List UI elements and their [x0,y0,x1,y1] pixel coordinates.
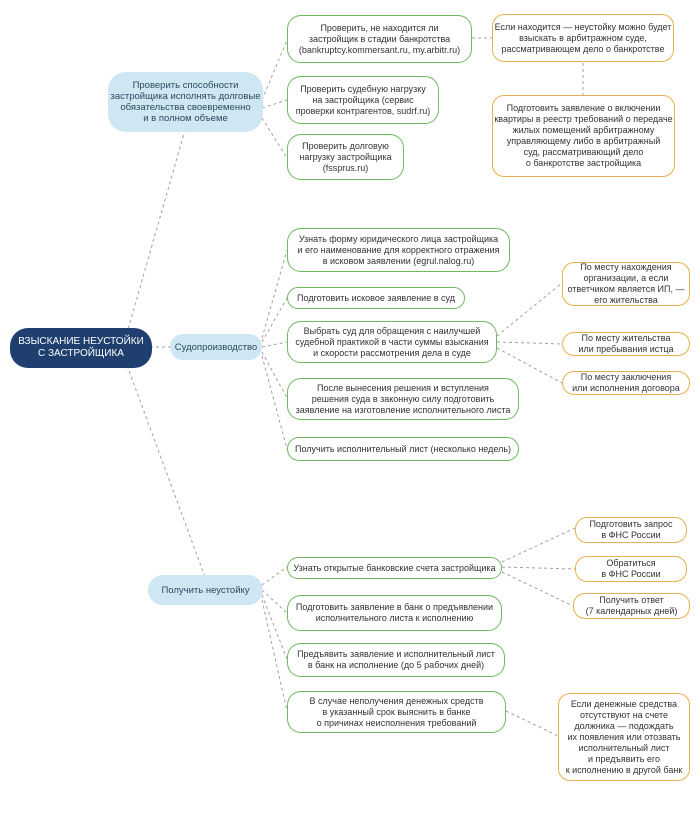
check-debt-load: Проверить долговую нагрузку застройщика (fssprus.ru) [287,134,404,180]
court-choose-court: Выбрать суд для обращения с наилучшей судебной практикой в части суммы взыскания и скорости рассмотрения дела в суде [287,321,497,363]
court-option-contract: По месту заключения или исполнения договора [562,371,690,395]
court-after-decision: После вынесения решения и вступления решения суда в законную силу подготовить заявление на изготовление исполнительного листа [287,378,519,420]
receive-if-no-funds: В случае неполучения денежных средств в указанный срок выяснить в банке о причинах неисполнения требований [287,691,506,733]
receive-prepare-application: Подготовить заявление в банк о предъявлении исполнительного листа к исполнению [287,595,502,631]
check-court-load: Проверить судебную нагрузку на застройщика (сервис проверки контрагентов, sudrf.ru) [287,76,439,124]
court-legal-form: Узнать форму юридического лица застройщика и его наименование для корректного отражения в исковом заявлении (egrul.nalog.ru) [287,228,510,272]
root-node: ВЗЫСКАНИЕ НЕУСТОЙКИ С ЗАСТРОЙЩИКА [10,328,152,368]
receive-bank-accounts: Узнать открытые банковские счета застройщика [287,557,502,579]
bank-step-request: Подготовить запрос в ФНС России [575,517,687,543]
branch-check-capacity: Проверить способности застройщика исполнять долговые обязательства своевременно и в полном объеме [108,72,263,132]
check-note-arbitration: Если находится — неустойку можно будет взыскать в арбитражном суде, рассматривающем дело о банкротстве [492,14,674,62]
court-prepare-claim: Подготовить исковое заявление в суд [287,287,465,309]
bank-note-other-bank: Если денежные средства отсутствуют на счете должника — подождать их появления или отозвать исполнительный лист и предъявить его к исполнению в другой банк [558,693,690,781]
court-option-location: По месту нахождения организации, а если ответчиком является ИП, — его жительства [562,262,690,306]
bank-step-answer: Получить ответ (7 календарных дней) [573,593,690,619]
branch-receive-penalty: Получить неустойку [148,575,263,605]
branch-court: Судопроизводство [170,334,262,360]
check-bankruptcy: Проверить, не находится ли застройщик в стадии банкротства (bankruptcy.kommersant.ru, my.arbitr.ru) [287,15,472,63]
bank-step-contact: Обратиться в ФНС России [575,556,687,582]
receive-submit-writ: Предъявить заявление и исполнительный лист в банк на исполнение (до 5 рабочих дней) [287,643,505,677]
court-option-residence: По месту жительства или пребывания истца [562,332,690,356]
court-get-writ: Получить исполнительный лист (несколько недель) [287,437,519,461]
check-note-application: Подготовить заявление о включении квартиры в реестр требований о передаче жилых помещений арбитражному управляющему либо в арбитражный суд, рассматривающий дело о банкротстве застройщика [492,95,675,177]
